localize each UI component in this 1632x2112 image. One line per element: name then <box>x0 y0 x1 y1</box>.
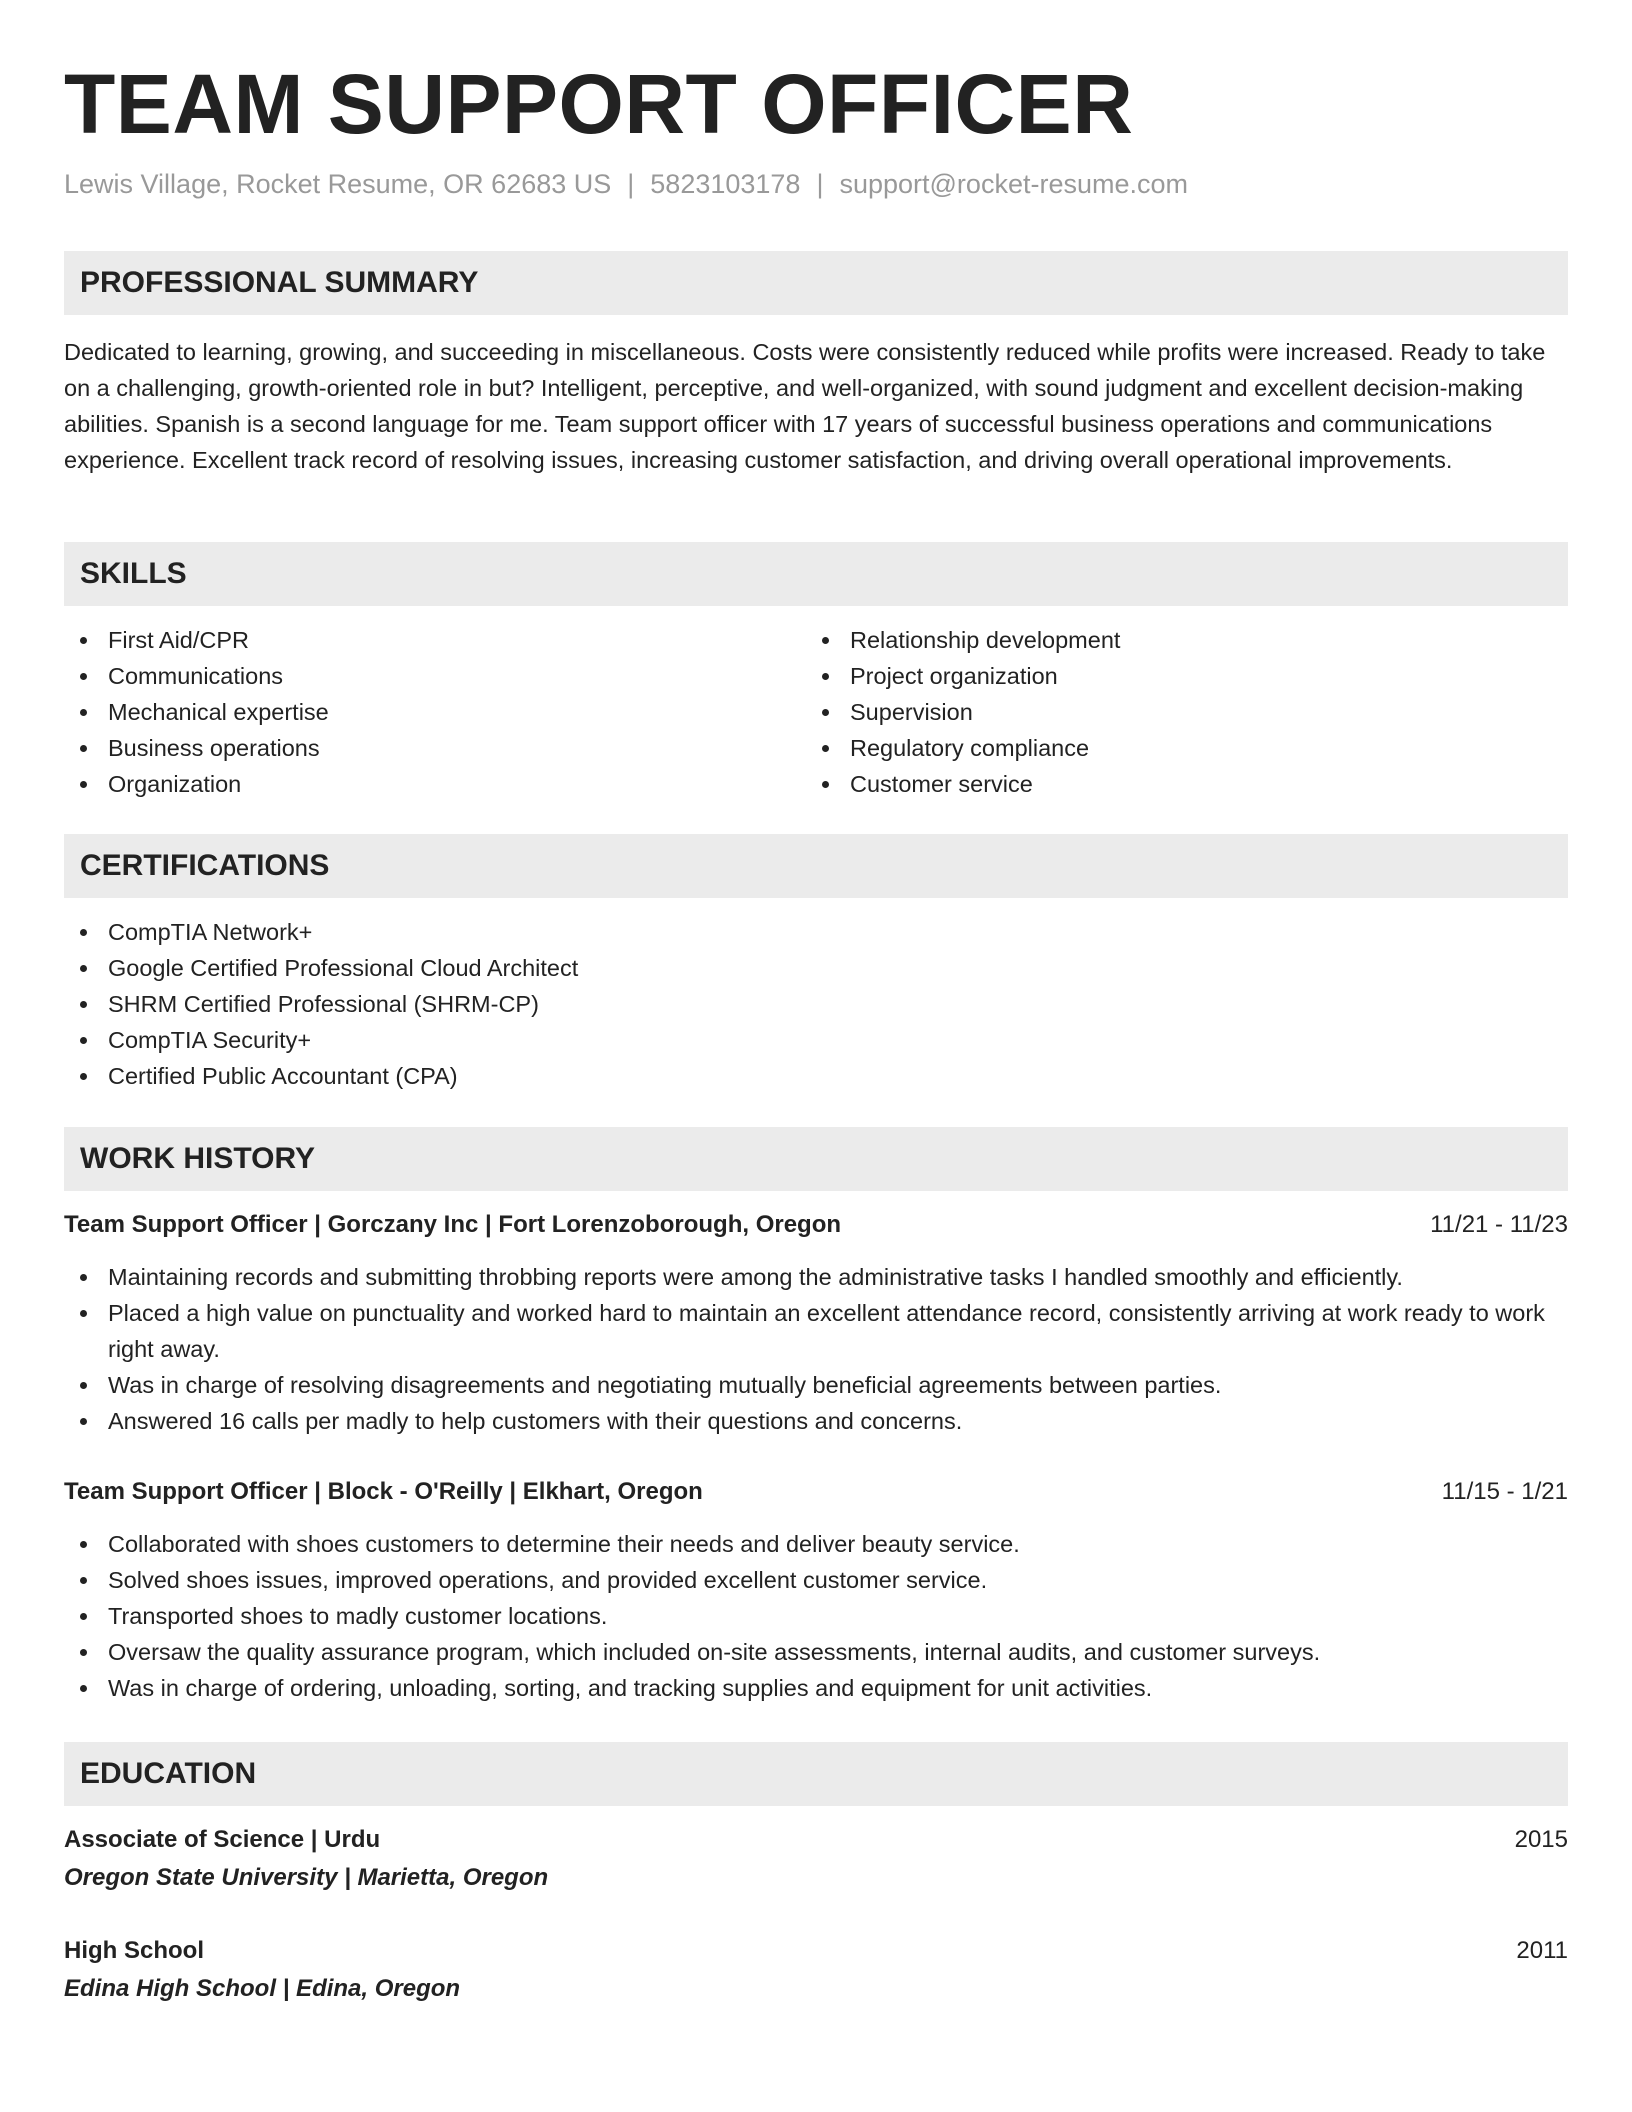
skill-item: Business operations <box>64 730 794 766</box>
job-bullet: Answered 16 calls per madly to help customers with their questions and concerns. <box>64 1403 1568 1439</box>
skill-item: Organization <box>64 766 794 802</box>
contact-phone: 5823103178 <box>650 169 801 199</box>
education-degree: High School <box>64 1937 204 1964</box>
work-section-title: WORK HISTORY <box>80 1142 316 1175</box>
job-dates: 11/15 - 1/21 <box>1441 1478 1568 1505</box>
summary-text: Dedicated to learning, growing, and succeeding in miscellaneous. Costs were consistently reduced while profits were increased. Ready to take on a challenging, growth-oriented role in but? Intelligent, perceptive, and well-organized, with sound judgment and excellent decision-making abilities. Spanish is a second language for me. Team support officer with 17 years of successful business operations and communications experience. Excellent track record of resolving issues, increasing customer satisfaction, and driving overall operational improvements. <box>64 339 1546 473</box>
skill-item: First Aid/CPR <box>64 622 794 658</box>
skill-item: Customer service <box>806 766 1566 802</box>
skill-item: Relationship development <box>806 622 1566 658</box>
job-bullet: Collaborated with shoes customers to determine their needs and deliver beauty service. <box>64 1526 1568 1562</box>
education-section-header <box>64 1742 1568 1806</box>
job-bullets <box>64 1259 1568 1439</box>
education-year: 2015 <box>1514 1826 1568 1853</box>
certifications-section-title: CERTIFICATIONS <box>80 849 330 882</box>
job-bullet: Was in charge of resolving disagreements and negotiating mutually beneficial agreements between parties. <box>64 1367 1568 1403</box>
job-heading: Team Support Officer | Gorczany Inc | Fort Lorenzoborough, Oregon <box>64 1211 842 1238</box>
job-bullet: Transported shoes to madly customer locations. <box>64 1598 1568 1634</box>
contact-separator: | <box>627 169 635 199</box>
skills-section-title: SKILLS <box>80 557 187 590</box>
work-section-header <box>64 1127 1568 1191</box>
resume-name: TEAM SUPPORT OFFICER <box>64 57 1134 151</box>
skill-item: Mechanical expertise <box>64 694 794 730</box>
job-bullet: Was in charge of ordering, unloading, sorting, and tracking supplies and equipment for unit activities. <box>64 1670 1568 1706</box>
contact-email: support@rocket-resume.com <box>839 169 1188 199</box>
job-dates: 11/21 - 11/23 <box>1430 1211 1568 1238</box>
job-bullet: Oversaw the quality assurance program, which included on-site assessments, internal audits, and customer surveys. <box>64 1634 1568 1670</box>
skill-item: Communications <box>64 658 794 694</box>
skills-list-left <box>64 622 794 802</box>
job-heading: Team Support Officer | Block - O'Reilly | Elkhart, Oregon <box>64 1478 703 1505</box>
certification-item: Certified Public Accountant (CPA) <box>64 1058 1568 1094</box>
skills-section-header <box>64 542 1568 606</box>
certification-item: SHRM Certified Professional (SHRM-CP) <box>64 986 1568 1022</box>
certifications-section-header <box>64 834 1568 898</box>
job-bullet: Maintaining records and submitting throbbing reports were among the administrative tasks I handled smoothly and efficiently. <box>64 1259 1568 1295</box>
education-school: Edina High School | Edina, Oregon <box>64 1975 461 2002</box>
certifications-list <box>64 914 1568 1094</box>
skills-list-right <box>806 622 1566 802</box>
certification-item: CompTIA Security+ <box>64 1022 1568 1058</box>
summary-section-title: PROFESSIONAL SUMMARY <box>80 266 479 299</box>
job-bullet: Solved shoes issues, improved operations, and provided excellent customer service. <box>64 1562 1568 1598</box>
job-bullet: Placed a high value on punctuality and worked hard to maintain an excellent attendance record, consistently arriving at work ready to work right away. <box>64 1295 1568 1367</box>
skill-item: Supervision <box>806 694 1566 730</box>
job-bullets <box>64 1526 1568 1706</box>
certification-item: Google Certified Professional Cloud Architect <box>64 950 1568 986</box>
education-section-title: EDUCATION <box>80 1757 257 1790</box>
skill-item: Project organization <box>806 658 1566 694</box>
contact-address: Lewis Village, Rocket Resume, OR 62683 US <box>64 169 612 199</box>
summary-section-header <box>64 251 1568 315</box>
contact-separator: | <box>816 169 824 199</box>
certification-item: CompTIA Network+ <box>64 914 1568 950</box>
education-year: 2011 <box>1516 1937 1568 1964</box>
education-degree: Associate of Science | Urdu <box>64 1826 381 1853</box>
education-school: Oregon State University | Marietta, Oregon <box>64 1864 549 1891</box>
contact-line <box>64 164 1188 204</box>
skill-item: Regulatory compliance <box>806 730 1566 766</box>
